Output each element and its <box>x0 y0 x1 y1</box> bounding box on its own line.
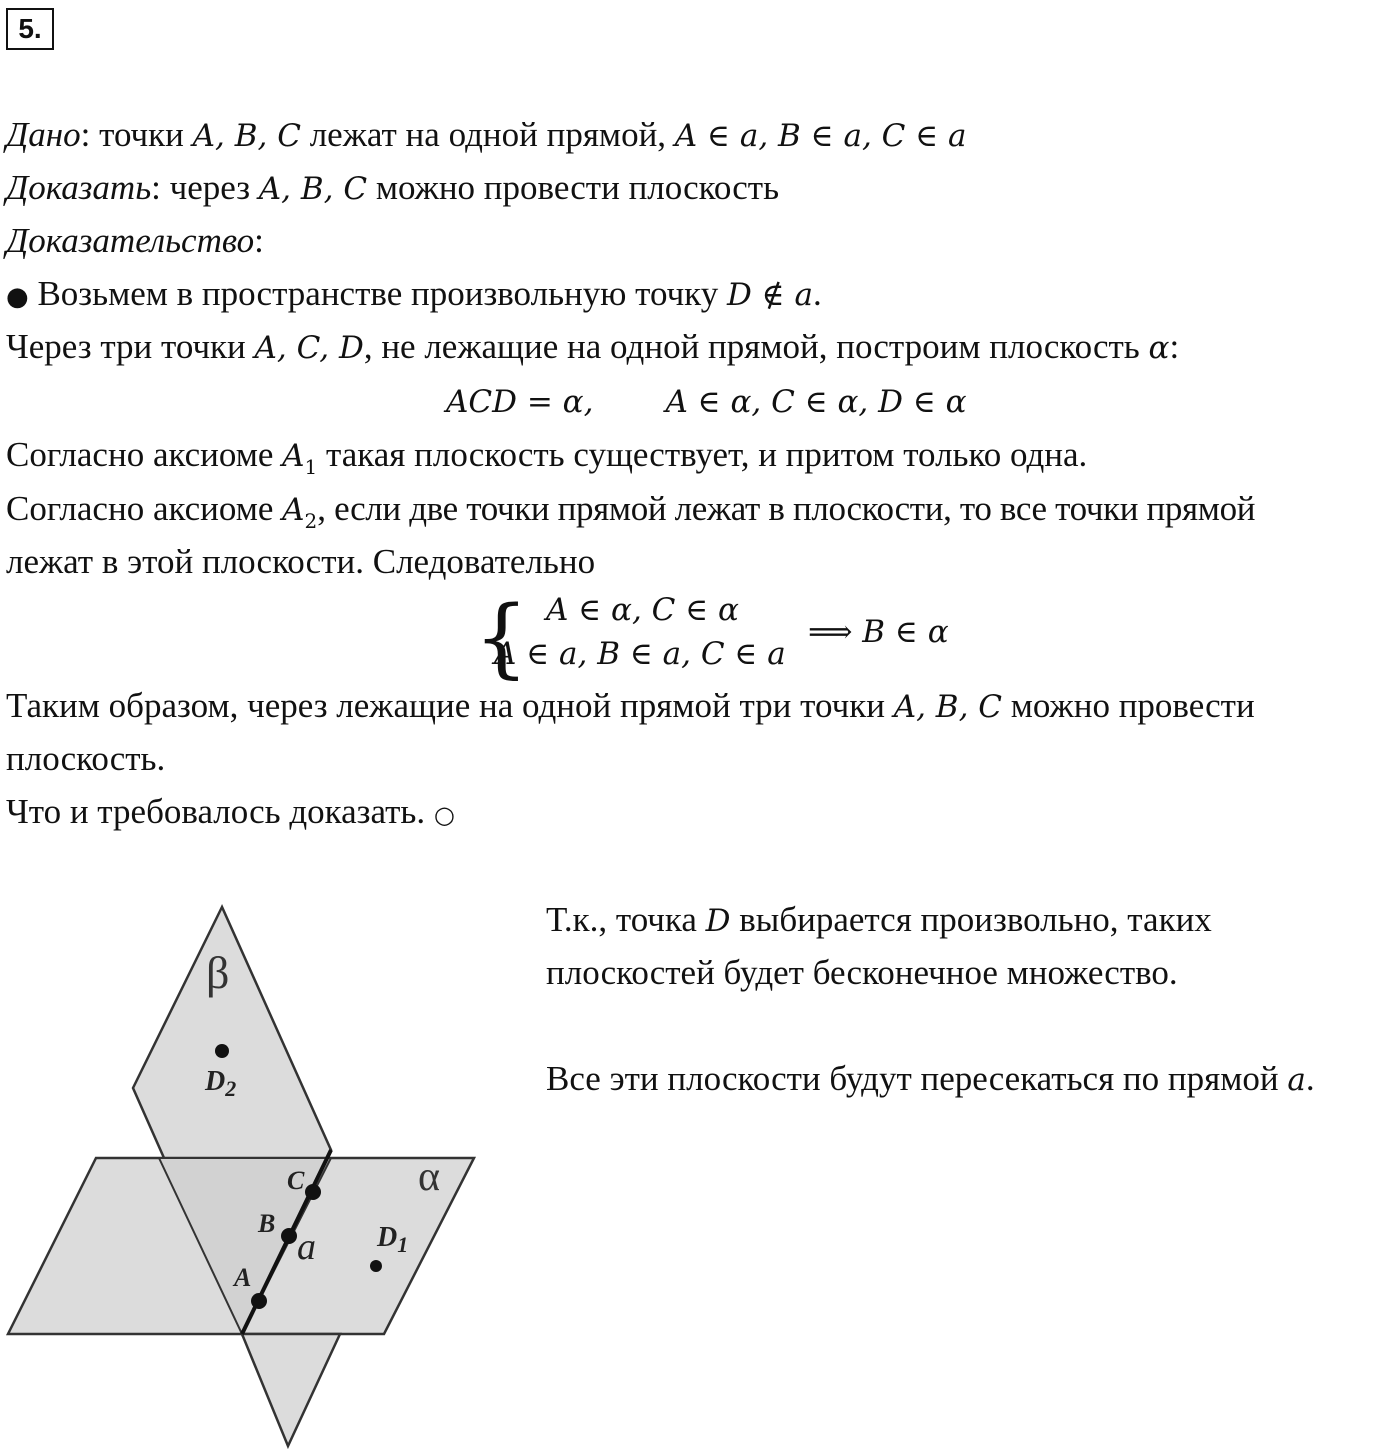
given-math-1: A, B, C <box>192 118 301 154</box>
label-A: A <box>234 1263 252 1292</box>
label-D1-main: D <box>377 1222 398 1253</box>
axiom1-text-2: такая плоскость существует, и притом только одна. <box>317 435 1088 474</box>
problem-number: 5. <box>6 8 54 50</box>
bullet: ● <box>6 282 29 312</box>
point-D2-dot <box>215 1044 229 1058</box>
side-note-2-text-1: Все эти плоскости будут пересекаться по прямой <box>546 1059 1288 1098</box>
step2-math-2: α <box>1148 330 1170 366</box>
axiom1-text-1: Согласно аксиоме <box>6 435 283 474</box>
step1-text-1: Возьмем в пространстве произвольную точку <box>28 274 727 313</box>
step1-text-2: . <box>812 274 822 313</box>
conclusion-text-2: можно провести <box>1002 686 1255 725</box>
plane-beta-lower <box>242 1334 340 1446</box>
label-D2-main: D <box>205 1066 226 1097</box>
axiom2-cont: лежат в этой плоскости. Следовательно <box>6 542 596 581</box>
axiom2-text-1: Согласно аксиоме <box>6 489 283 528</box>
step2-math-1: A, C, D <box>254 330 364 366</box>
system-row-2: A ∈ a, B ∈ a, C ∈ a <box>494 636 786 672</box>
side-note-2-text-2: . <box>1305 1059 1315 1098</box>
qed-mark: ○ <box>433 801 455 829</box>
point-B-dot <box>281 1228 297 1244</box>
system-brace: { <box>474 588 529 688</box>
side-note-1-cont: плоскостей будет бесконечное множество. <box>546 953 1178 992</box>
proof-label-colon: : <box>254 221 264 260</box>
given-label: Дано <box>6 115 81 154</box>
given-math-2: A ∈ a, B ∈ a, C ∈ a <box>674 118 967 154</box>
side-note-1-math: D <box>705 903 731 939</box>
axiom2-text-2: , если две точки прямой лежат в плоскости, то все точки прямой <box>317 489 1256 528</box>
conclusion-cont: плоскость. <box>6 739 166 778</box>
label-D1-sub: 1 <box>397 1232 409 1257</box>
prove-text-1: : через <box>151 168 259 207</box>
given-text-2: лежат на одной прямой, <box>300 115 675 154</box>
system-result: ⟹ B ∈ α <box>808 614 949 650</box>
label-B: B <box>258 1209 276 1238</box>
label-D2-sub: 2 <box>225 1076 237 1101</box>
prove-math-1: A, B, C <box>258 171 368 207</box>
axiom1-sub: 1 <box>304 455 318 479</box>
label-line-a: a <box>297 1226 316 1268</box>
system-row-1: A ∈ α, C ∈ α <box>546 592 739 628</box>
equation-1-right: A ∈ α, C ∈ α, D ∈ α <box>665 384 967 420</box>
step1-math-1: D ∉ a <box>726 277 813 313</box>
axiom1-math: A <box>282 438 305 474</box>
step2-text-2: , не лежащие на одной прямой, построим плоскость <box>363 327 1149 366</box>
side-note-2-math: a <box>1287 1062 1306 1098</box>
axiom2-sub: 2 <box>304 509 318 533</box>
step2-text-1: Через три точки <box>6 327 255 366</box>
label-beta: β <box>206 947 230 998</box>
conclusion-text-1: Таким образом, через лежащие на одной прямой три точки <box>6 686 894 725</box>
given-text-1: : точки <box>80 115 193 154</box>
proof-label: Доказательство <box>6 221 255 260</box>
equation-1-left: ACD = α, <box>446 384 594 420</box>
side-note-1-text-1: Т.к., точка <box>546 900 706 939</box>
side-note-1-text-2: выбирается произвольно, таких <box>730 900 1212 939</box>
point-C-dot <box>305 1184 321 1200</box>
axiom2-math: A <box>282 492 305 528</box>
point-A-dot <box>251 1293 267 1309</box>
qed-text: Что и требовалось доказать. <box>6 792 426 831</box>
point-D1-dot <box>370 1260 382 1272</box>
step2-text-3: : <box>1169 327 1180 366</box>
figure-planes <box>8 907 474 1446</box>
prove-text-2: можно провести плоскость <box>367 168 780 207</box>
conclusion-math: A, B, C <box>893 689 1002 725</box>
label-C: C <box>287 1166 305 1195</box>
label-alpha: α <box>418 1154 441 1200</box>
prove-label: Доказать <box>6 168 152 207</box>
